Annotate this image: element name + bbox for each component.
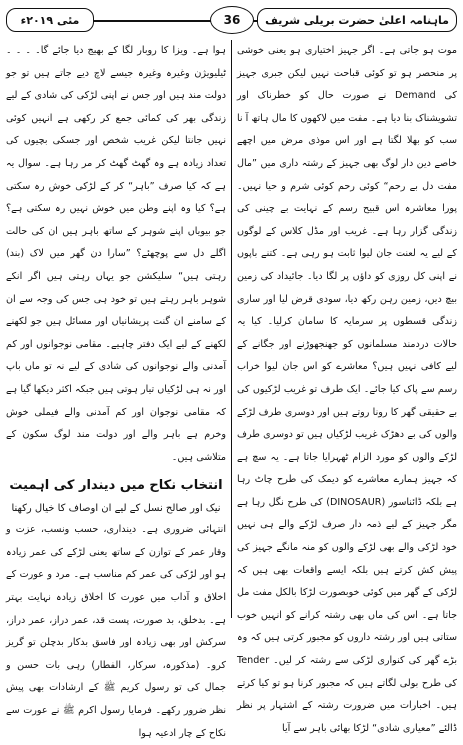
page-header [6, 6, 457, 36]
page-number: 36 [210, 6, 254, 34]
section-subheading: نیک اور صالح نسل کے لیے ان اوصاف کا خیال رکھنا [11, 503, 221, 515]
left-paragraph-2: انتہائی ضروری ہے۔ دینداری، حسب ونسب، عزت و وقار عمر کے توازن کے ساتھ یعنی لڑکے کی عمر زیادہ ہو اور لڑکی کی عمر کم مناسب ہے۔ مرد و عورت کے اخلاق و آداب میں عورت کا اخلاق زیادہ نہایت بہتر ہے۔ بدخلق، بد صورت، پست قد، عمر دراز، عمر دراز، سرکش اور بھی زیادہ اور فاسق بدکار بدچلن تو گریز کرو۔ (مذکورہ، سرکار، الفطار) رہی بات حسن و جمال کی تو رسول کریم ﷺ کے ارشادات بھی پیش نظر ضرور رکھے۔ فرمایا رسول اکرم ﷺ نے عورت سے نکاح کے چار ادعیہ ہوا [6, 524, 226, 739]
right-column-text: موت ہو جاتی ہے۔ اگر جہیز اختیاری ہو یعنی خوشی پر منحصر ہو تو کوئی قباحت نہیں لیکن جبری جہیز کی Demand نے صورت حال کو خطرناک اور تشویشناک بنا دیا ہے۔ مفت میں لاکھوں کا مال ہاتھ آ نا سب کو بھلا لگتا ہے اور اس موذی مرض میں اچھے خاصے دین دار لوگ بھی جہیز کے رشتہ داری میں ”مال مفت دل بے رحم“ کوئی رحم کوئی شرم و حیا نہیں۔ پورا معاشرہ اس قبیح رسم کے نہایت بے چینی کی زندگی گزار رہا ہے۔ غریب اور مڈل کلاس کے لوگوں کے لیے یہ لعنت جان لیوا ثابت ہو رہی ہے۔ کتنے باپوں نے اپنی کل روزی کو داؤں پر لگا دیا۔ جائیداد کی زمین بیچ دیں، زمین رہن رکھ دیا، سودی قرض لیا اور ساری زندگی قسطوں پر سرمایہ کا سامان کرلیا۔ کیا یہ حالات دردمند مسلمانوں کو جھنجھوڑنے اور جگانے کے لیے کافی نہیں ہیں؟ معاشرے کو اس جان لیوا خراب رسم سے پاک کیا جائے۔ ایک طرف تو غریب لڑکیوں کی بے حقیقی گھر کا رونا روتے ہیں اور دوسری طرف لڑکے والوں کی بے دھڑک غریب لڑکیاں ہیں تو دوسری طرف لڑکے والوں کو مورد الزام ٹھہرایا جاتا ہے۔ یہ سچ ہے کہ جہیز ہمارے معاشرے کو دیمک کی طرح چاٹ رہا ہے بلکہ ڈائناسور (DINOSAUR) کی طرح نگل رہا ہے مگر جہیز کے لیے ذمہ دار صرف لڑکے والے ہی نہیں خود لڑکی والے بھی لڑکے والوں کو منہ مانگے جہیز کی پیش کش کرتے ہیں بلکہ ایسے واقعات بھی ہیں کہ لڑکی کے گھر میں کوئی خوبصورت لڑکا بالکل مفت مل جاتا ہے۔ اس کی ماں بھی رشتہ کرانے کو انہیں خوب ستاتی ہیں اور رشتہ داروں کو مجبور کرتی ہیں کہ وہ بڑے گھر کی کنواری لڑکی سے رشتہ کر لیں۔ Tender کی طرح بولی لگاتے ہیں کہ مجبور کرنا ہو تو کیا کرتے ہیں۔ اخبارات میں ضرورت رشتہ کے اشتہار پر نظر ڈالئے ”معیاری شادی“ لڑکا بھائی باہر سے آیا [237, 45, 457, 734]
column-divider [231, 40, 232, 618]
journal-title: ماہنامہ اعلیٰ حضرت بریلی شریف [257, 8, 457, 32]
left-paragraph-1: ہوا ہے۔ ویزا کا روبار لگا کے بھیج دیا جائے گا۔ ۔ ۔ ۔ ٹیلیویژن وغیرہ وغیرہ جیسے لاچ دیے جاتے ہیں تو جو دولت مند ہیں اور جس نے اپنی لڑکی کی شادی کے لیے زندگی بھر کی کمائی جمع کر رکھی ہے انہیں کوئی نہیں جانتا لیکن غریب شخص اور جسکی بچیوں کی تعداد زیادہ ہے وہ گھٹ گھٹ کر مر رہا ہے۔ سوال یہ ہے کہ کیا صرف ”باہر“ کر کے لڑکی خوش رہ سکتی ہے؟ کیا وہ اپنے وطن میں خوش نہیں رہ سکتی ہے؟ جو بیویاں اپنے شوہر کے ساتھ باہر ہیں ان کی حالت اگلے دل سے پوچھئے؟ ”سارا دن گھر میں لاک (بند) رہتی ہیں“ سلیکشن جو یہاں رہتی ہیں اگر انکے شوہر باہر رہتے ہیں تو خود ہی جس کی وجہ سے ان کے سامنے ان گنت پریشانیاں اور مسائل ہیں جو لکھنے لکھنے کے لیے ایک دفتر چاہیے۔ مقامی نوجوانوں اور کم آمدنی والے نوجوانوں کی شادی کے لیے نہ تو ماں باپ اور نہ ہی لڑکیاں تیار ہوتی ہیں جبکہ اکثر دیکھا گیا ہے کہ مقامی نوجوان اور کم آمدنی والے فیملی خوش وخرم ہے باہر والے اور دولت مند لوگ سکون کے متلاشی ہیں۔ [6, 45, 226, 463]
issue-date: مئی ۲۰۱۹ء [6, 8, 94, 32]
right-column [237, 40, 457, 734]
left-column [6, 40, 226, 739]
section-heading: انتخاب نکاح میں دیندار کی اہمیت [9, 478, 223, 494]
